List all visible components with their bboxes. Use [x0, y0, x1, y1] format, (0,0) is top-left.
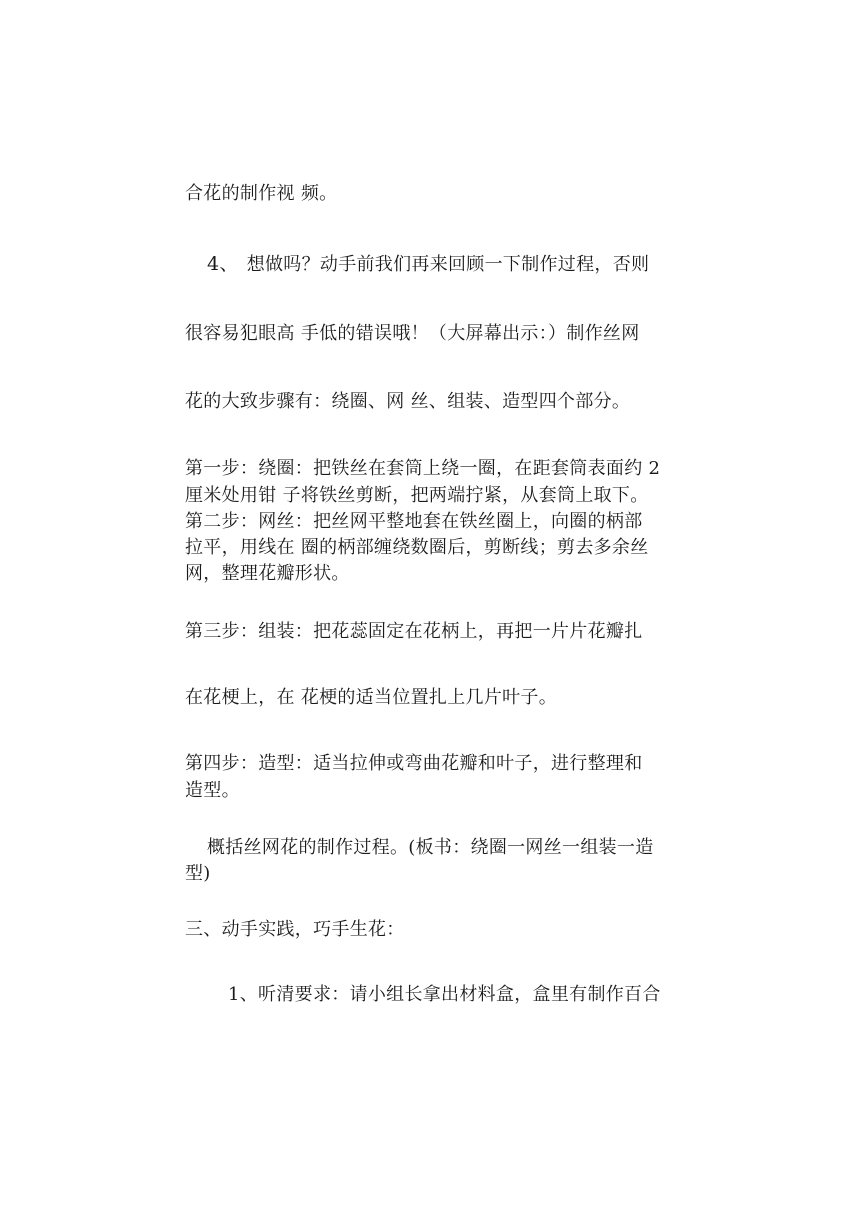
summary-line [185, 862, 685, 886]
step-one-line [185, 484, 685, 508]
step-four-line [185, 752, 685, 776]
paragraph-text: 型) [185, 863, 211, 884]
step-two-line [185, 510, 685, 534]
summary-line [207, 836, 707, 860]
numbered-paragraph-line [207, 252, 707, 277]
step-two-line [185, 536, 685, 560]
paragraph-text: 合花的制作视 频。 [185, 183, 338, 204]
section-heading [185, 918, 685, 942]
step-three-line [185, 620, 685, 644]
paragraph-text: 第二步：网丝：把丝网平整地套在铁丝圈上，向圈的柄部 [185, 511, 643, 532]
paragraph-text: 在花梗上，在 花梗的适当位置扎上几片叶子。 [185, 687, 558, 708]
paragraph-text: 厘米处用钳 子将铁丝剪断，把两端拧紧，从套筒上取下。 [185, 485, 649, 506]
step-two-line [185, 562, 685, 586]
paragraph-text: 花的大致步骤有：绕圈、网 丝、组装、造型四个部分。 [185, 391, 631, 412]
paragraph-text: 网，整理花瓣形状。 [185, 563, 350, 584]
paragraph-text: 1、听清要求：请小组长拿出材料盒，盒里有制作百合 [228, 984, 661, 1005]
paragraph-text: 三、动手实践，巧手生花： [185, 919, 405, 940]
paragraph-text: 很容易犯眼高 手低的错误哦！（大屏幕出示：）制作丝网 [185, 323, 640, 344]
paragraph-text: 第四步：造型：适当拉伸或弯曲花瓣和叶子，进行整理和 [185, 753, 643, 774]
step-four-line [185, 779, 685, 803]
step-one-line [185, 457, 685, 481]
paragraph-text: 拉平，用线在 圈的柄部缠绕数圈后，剪断线；剪去多余丝 [185, 537, 649, 558]
step-three-line [185, 686, 685, 710]
paragraph-text: 第三步：组装：把花蕊固定在花柄上，再把一片片花瓣扎 [185, 621, 643, 642]
numbered-paragraph-line [228, 983, 728, 1007]
item-number: 4、 [207, 253, 239, 275]
paragraph-line [185, 322, 685, 346]
paragraph-line [185, 182, 685, 206]
paragraph-text: 概括丝网花的制作过程。(板书：绕圈一网丝一组装一造 [207, 837, 654, 858]
paragraph-text: 想做吗？动手前我们再来回顾一下制作过程，否则 [246, 254, 650, 275]
paragraph-line [185, 390, 685, 414]
paragraph-text: 第一步：绕圈：把铁丝在套筒上绕一圈，在距套筒表面约 2 [185, 458, 661, 479]
paragraph-text: 造型。 [185, 780, 240, 801]
